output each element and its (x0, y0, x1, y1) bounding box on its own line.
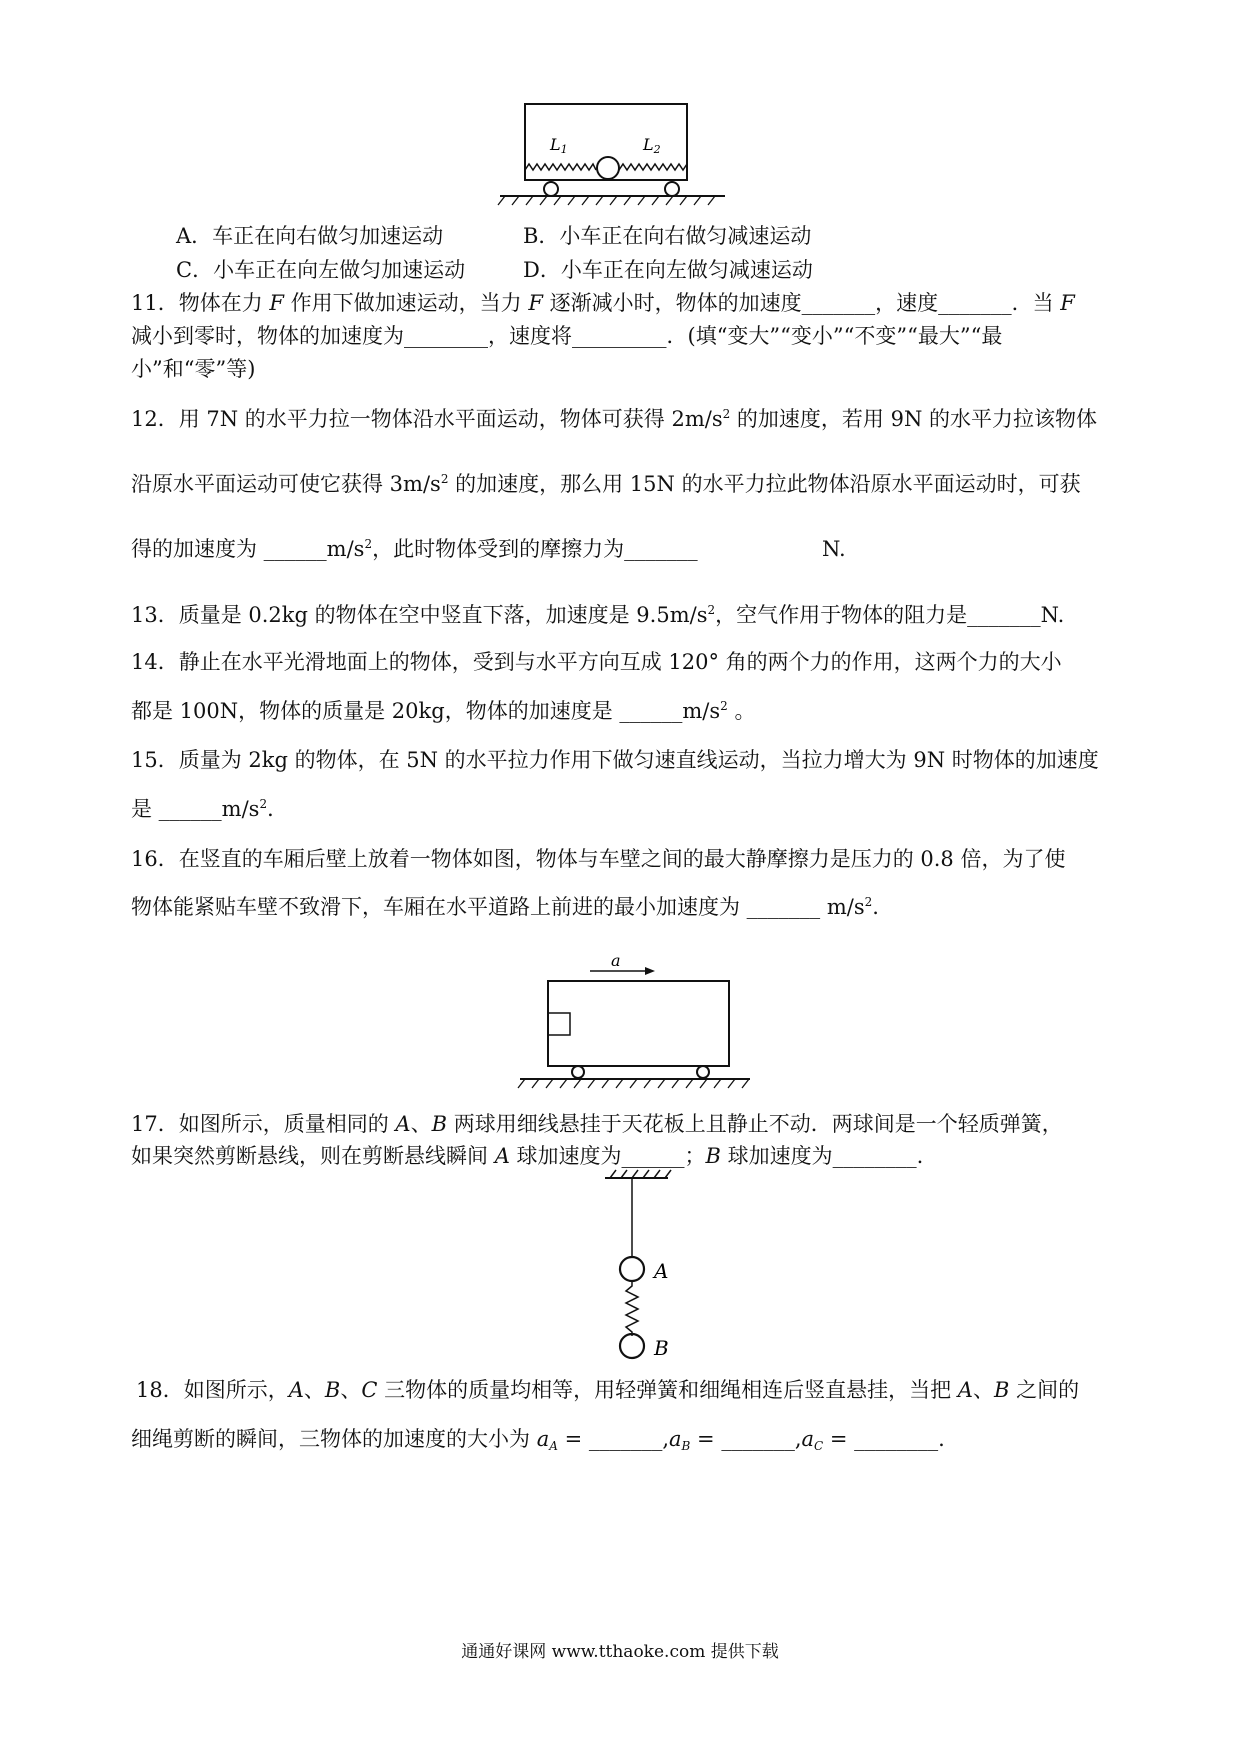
ball (597, 157, 619, 179)
page-footer: 通通好课网 www.tthaoke.com 提供下载 (461, 1642, 779, 1662)
arrow-head (645, 967, 655, 975)
q12-unit: N. (822, 537, 846, 561)
q15-line-2: 是 $\_\_\_\_\_\_m/s^2$． (131, 797, 289, 821)
block (548, 1013, 570, 1035)
q10-option-c: C．小车正在向左做匀加速运动 (176, 258, 466, 282)
q10-option-d: D．小车正在向左做匀减速运动 (523, 258, 813, 282)
q17-line-1: 17．如图所示，质量相同的 A、B 两球用细线悬挂于天花板上且静止不动．两球间是一个轻质弹簧， (131, 1112, 1063, 1136)
q12-line-1: 12．用 7N 的水平力拉一物体沿水平面运动，物体可获得 $2m/s^2$ 的加速度，若用 9N 的水平力拉该物体 (131, 407, 1098, 431)
label-ball-b: B (654, 1336, 669, 1360)
q11-line-3: 小”和“零”等) (131, 357, 256, 381)
q17-line-2: 如果突然剪断悬线，则在剪断悬线瞬间 A 球加速度为______；B 球加速度为________. (131, 1144, 924, 1168)
q10-option-b: B．小车正在向右做匀减速运动 (523, 224, 812, 248)
ball-a (620, 1257, 644, 1281)
q11-line-2: 减小到零时，物体的加速度为________，速度将_________．(填“变大”“变小”“不变”“最大”“最 (131, 324, 1003, 348)
q18-line-2: 细绳剪断的瞬间，三物体的加速度的大小为 $a_A$ = $\_\_\_\_\_\_\_,a_B$ = $\_\_\_\_\_\_\_,a_C$ = ________. (131, 1427, 945, 1453)
right-spring (619, 164, 687, 170)
q12-line-3: 得的加速度为 $\_\_\_\_\_\_m/s^2$，此时物体受到的摩擦力为_______ (131, 537, 698, 561)
ground-hatch (498, 196, 715, 205)
truck-body (548, 981, 729, 1066)
label-l1: L1 (550, 135, 568, 156)
label-ball-a: A (654, 1259, 669, 1283)
left-wheel (572, 1066, 584, 1078)
spring (626, 1281, 638, 1336)
q18-line-1: 18．如图所示，A、B、C 三物体的质量均相等，用轻弹簧和细绳相连后竖直悬挂，当把 A、B 之间的 (136, 1378, 1080, 1402)
cart-spring-figure (495, 100, 735, 210)
left-spring (525, 164, 596, 170)
ceiling-hatch (610, 1170, 671, 1178)
ball-b (620, 1334, 644, 1358)
q16-line-2: 物体能紧贴车壁不致滑下，车厢在水平道路上前进的最小加速度为 _______ $m/s^2$. (131, 895, 879, 919)
q16-line-1: 16．在竖直的车厢后壁上放着一物体如图，物体与车壁之间的最大静摩擦力是压力的 0.8 倍，为了使 (131, 847, 1066, 871)
left-wheel (544, 182, 558, 196)
q14-line-2: 都是 100N，物体的质量是 20kg，物体的加速度是 $\_\_\_\_\_\_m/s^2$ 。 (131, 699, 756, 723)
q15-line-1: 15．质量为 2kg 的物体，在 5N 的水平拉力作用下做匀速直线运动，当拉力增大为 9N 时物体的加速度 (131, 748, 1099, 772)
truck-block-figure (515, 953, 755, 1093)
ground-hatch (518, 1079, 749, 1088)
label-a: a (611, 953, 621, 970)
q13-line: 13．质量是 0.2kg 的物体在空中竖直下落，加速度是 $9.5m/s^2$，空气作用于物体的阻力是_______N. (131, 603, 1065, 627)
q10-option-a: A．车正在向右做匀加速运动 (176, 224, 444, 248)
hanging-balls-figure (590, 1168, 690, 1360)
q14-line-1: 14．静止在水平光滑地面上的物体，受到与水平方向互成 120° 角的两个力的作用，这两个力的大小 (131, 650, 1062, 674)
right-wheel (697, 1066, 709, 1078)
q12-line-2: 沿原水平面运动可使它获得 $3m/s^2$ 的加速度，那么用 15N 的水平力拉此物体沿原水平面运动时，可获 (131, 472, 1081, 496)
q11-line-1: 11．物体在力 F 作用下做加速运动，当力 F 逐渐减小时，物体的加速度_______，速度_______．当 F (131, 291, 1075, 315)
right-wheel (665, 182, 679, 196)
label-l2: L2 (643, 135, 661, 156)
